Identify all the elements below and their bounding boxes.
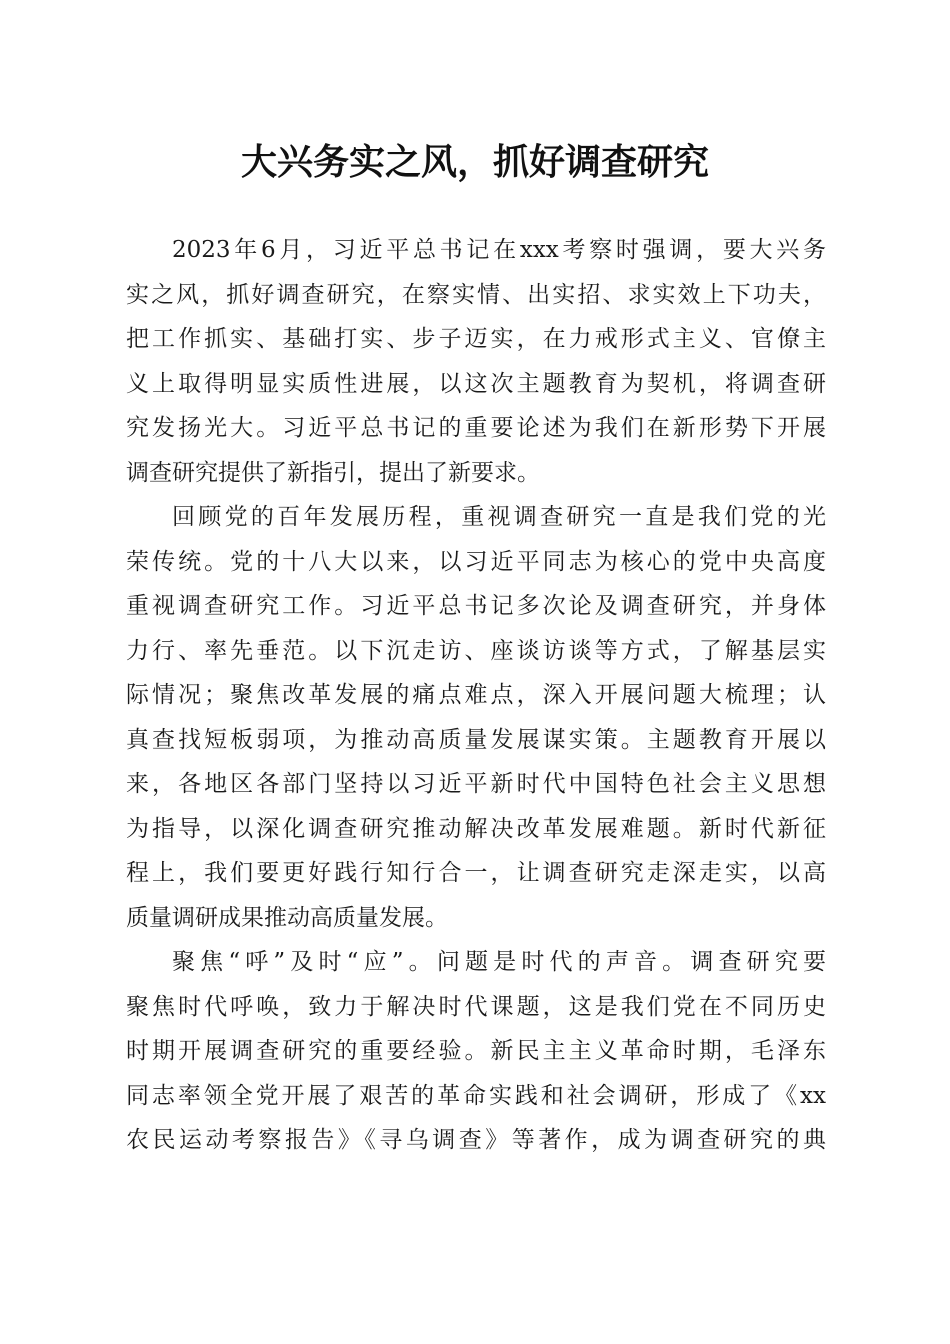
text-line: 质量调研成果推动高质量发展。 bbox=[126, 904, 448, 931]
text-line: 义上取得明显实质性进展，以这次主题教育为契机，将调查研 bbox=[126, 370, 826, 397]
text-line: 回顾党的百年发展历程，重视调查研究一直是我们党的光 bbox=[172, 504, 826, 530]
text-line: 真查找短板弱项，为推动高质量发展谋实策。主题教育开展以 bbox=[126, 726, 826, 753]
text-line: 究发扬光大。习近平总书记的重要论述为我们在新形势下开展 bbox=[126, 415, 826, 441]
text-line: 调查研究提供了新指引，提出了新要求。 bbox=[126, 459, 540, 486]
text-line: 力行、率先垂范。以下沉走访、座谈访谈等方式，了解基层实 bbox=[126, 637, 826, 664]
text-line: 重视调查研究工作。习近平总书记多次论及调查研究，并身体 bbox=[126, 593, 826, 619]
text-line: 际情况；聚焦改革发展的痛点难点，深入开展问题大梳理；认 bbox=[126, 682, 826, 708]
text-line: 时期开展调查研究的重要经验。新民主主义革命时期，毛泽东 bbox=[126, 1038, 826, 1064]
text-line: 聚焦时代呼唤，致力于解决时代课题，这是我们党在不同历史 bbox=[126, 993, 826, 1020]
paragraph-3 bbox=[126, 940, 826, 1163]
text-line: 2023年6月，习近平总书记在xxx考察时强调，要大兴务 bbox=[172, 237, 826, 263]
text-line: 荣传统。党的十八大以来，以习近平同志为核心的党中央高度 bbox=[126, 548, 826, 575]
paragraph-2 bbox=[126, 495, 826, 940]
text-line: 来，各地区各部门坚持以习近平新时代中国特色社会主义思想 bbox=[126, 771, 826, 797]
paragraph-1 bbox=[126, 228, 826, 495]
document-title: 大兴务实之风，抓好调查研究 bbox=[240, 141, 709, 183]
text-line: 实之风，抓好调查研究，在察实情、出实招、求实效上下功夫， bbox=[126, 281, 826, 308]
text-line: 为指导，以深化调查研究推动解决改革发展难题。新时代新征 bbox=[126, 815, 826, 842]
text-line: 农民运动考察报告》《寻乌调查》等著作，成为调查研究的典 bbox=[126, 1127, 826, 1153]
text-line: 程上，我们要更好践行知行合一，让调查研究走深走实，以高 bbox=[126, 860, 826, 886]
document-body bbox=[126, 228, 826, 1163]
text-line: 同志率领全党开展了艰苦的革命实践和社会调研，形成了《xx bbox=[126, 1082, 826, 1109]
text-line: 把工作抓实、基础打实、步子迈实，在力戒形式主义、官僚主 bbox=[126, 326, 826, 352]
text-line: 聚焦“呼”及时“应”。问题是时代的声音。调查研究要 bbox=[172, 949, 826, 975]
